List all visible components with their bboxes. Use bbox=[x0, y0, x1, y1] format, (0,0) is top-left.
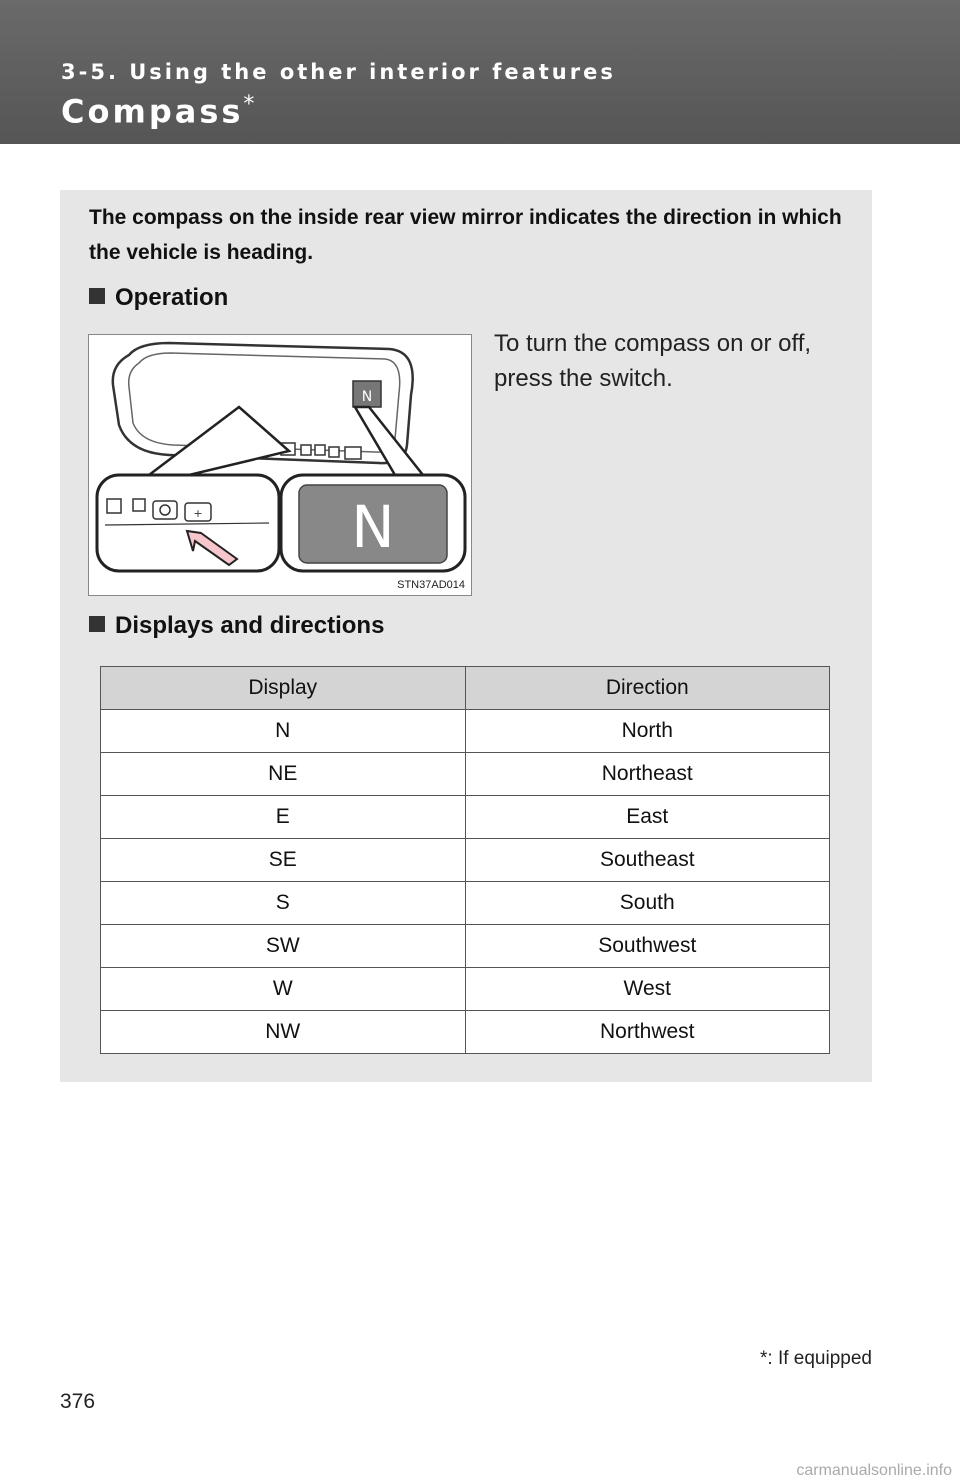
mirror-illustration bbox=[88, 334, 472, 596]
table-row bbox=[101, 925, 830, 968]
footnote-mark: * bbox=[760, 1348, 768, 1369]
display-cell: SE bbox=[101, 839, 466, 882]
direction-cell: Southwest bbox=[465, 925, 830, 968]
direction-cell: South bbox=[465, 882, 830, 925]
table-row bbox=[101, 968, 830, 1011]
table-row bbox=[101, 796, 830, 839]
direction-cell: Northeast bbox=[465, 753, 830, 796]
watermark: carmanualsonline.info bbox=[796, 1462, 952, 1479]
directions-table bbox=[100, 666, 830, 1054]
footnote bbox=[760, 1348, 872, 1370]
svg-text:+: + bbox=[193, 507, 203, 520]
direction-cell: West bbox=[465, 968, 830, 1011]
table-row bbox=[101, 882, 830, 925]
page-title-text: Compass bbox=[61, 92, 244, 131]
column-header-direction: Direction bbox=[465, 667, 830, 710]
compass-display-letter: N bbox=[351, 493, 395, 561]
displays-heading-text: Displays and directions bbox=[115, 612, 385, 639]
operation-heading bbox=[89, 284, 228, 312]
display-cell: NE bbox=[101, 753, 466, 796]
table-row bbox=[101, 710, 830, 753]
intro-text: The compass on the inside rear view mirror indicates the direction in which the vehicle is heading. bbox=[89, 206, 842, 264]
section-label: 3-5. Using the other interior features bbox=[61, 60, 616, 84]
figure-code: STN37AD014 bbox=[397, 579, 465, 591]
display-cell: NW bbox=[101, 1011, 466, 1054]
display-cell: SW bbox=[101, 925, 466, 968]
operation-heading-text: Operation bbox=[115, 284, 229, 311]
mirror-drawing bbox=[89, 335, 473, 597]
if-equipped-mark: * bbox=[243, 92, 258, 117]
page-title bbox=[61, 92, 257, 131]
table-row bbox=[101, 1011, 830, 1054]
direction-cell: North bbox=[465, 710, 830, 753]
mirror-mini-display: N bbox=[361, 389, 373, 405]
display-cell: E bbox=[101, 796, 466, 839]
table-row bbox=[101, 839, 830, 882]
display-cell: S bbox=[101, 882, 466, 925]
direction-cell: Northwest bbox=[465, 1011, 830, 1054]
column-header-display: Display bbox=[101, 667, 466, 710]
page-number: 376 bbox=[60, 1390, 96, 1413]
footnote-text: : If equipped bbox=[767, 1348, 872, 1369]
display-cell: W bbox=[101, 968, 466, 1011]
direction-cell: East bbox=[465, 796, 830, 839]
display-cell: N bbox=[101, 710, 466, 753]
operation-text: To turn the compass on or off, press the switch. bbox=[494, 330, 812, 392]
displays-heading bbox=[89, 612, 384, 640]
square-bullet-icon bbox=[89, 288, 105, 304]
direction-cell: Southeast bbox=[465, 839, 830, 882]
table-row bbox=[101, 753, 830, 796]
square-bullet-icon bbox=[89, 616, 105, 632]
table-header-row bbox=[101, 667, 830, 710]
page-header bbox=[0, 0, 960, 144]
